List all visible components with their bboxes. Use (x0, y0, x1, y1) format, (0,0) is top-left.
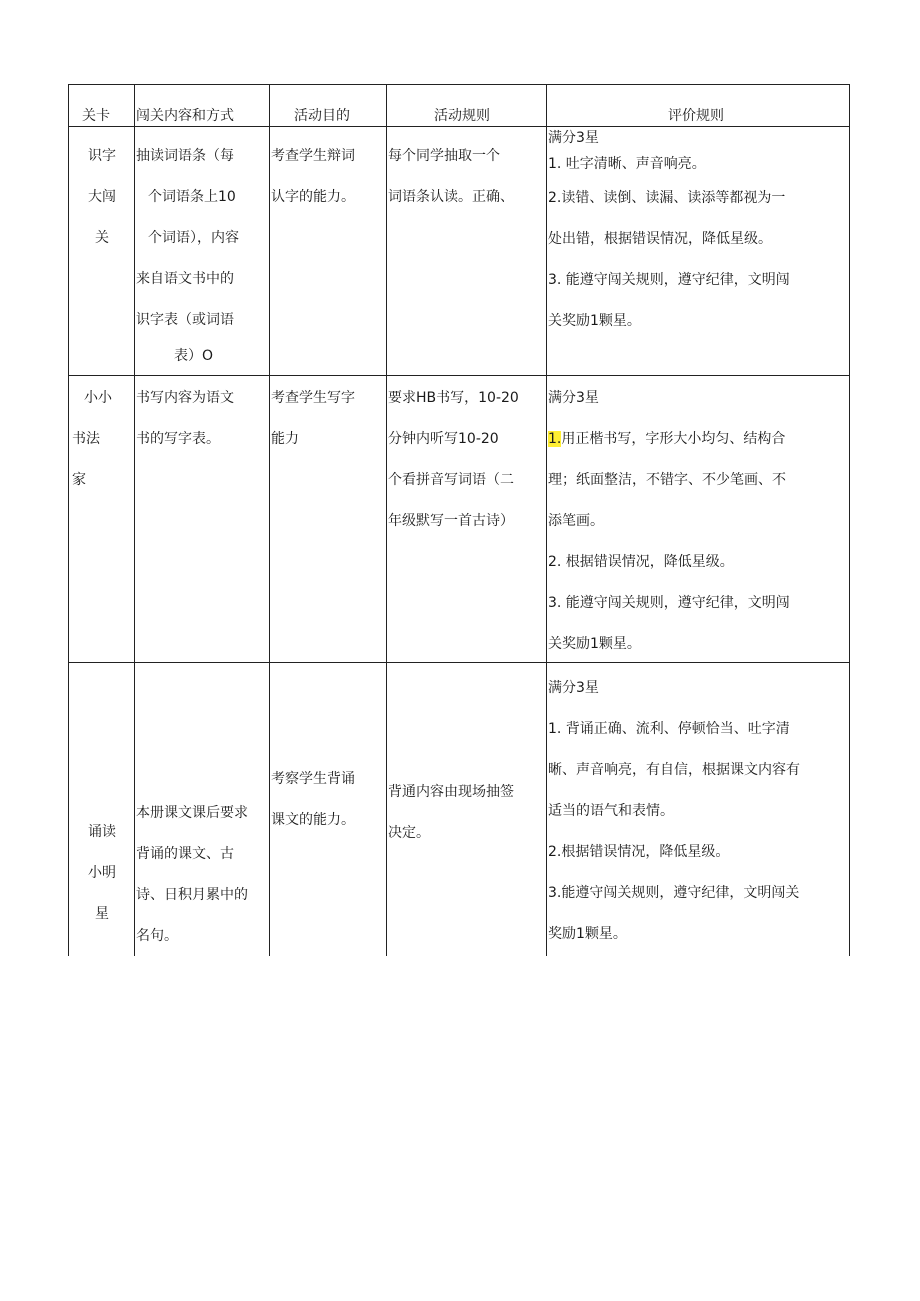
row3-stage-line: 诵读 (88, 824, 116, 840)
row3-content-line: 诗、日积月累中的 (136, 887, 248, 903)
row3-rules (388, 772, 514, 854)
row2-eval-line: 添笔画。 (548, 513, 604, 529)
row1-stage-line: 大闯 (88, 189, 116, 205)
header-content: 闯关内容和方式 (136, 108, 234, 124)
row2-content (136, 378, 234, 460)
row2-eval-line: 满分3星 (548, 390, 599, 406)
row2-stage-line: 家 (72, 472, 86, 488)
col-line-5 (849, 84, 850, 956)
row3-stage-line: 星 (95, 906, 109, 922)
header-purpose: 活动目的 (294, 108, 350, 124)
col-line-0 (68, 84, 69, 956)
table-border-top (68, 84, 850, 85)
evaluation-table (68, 84, 850, 956)
row2-stage-line: 小小 (84, 390, 112, 406)
row1-eval-line: 处出错，根据错误情况，降低星级。 (548, 231, 772, 247)
row1-eval-line: 2.读错、读倒、读漏、读添等都视为一 (548, 190, 786, 206)
row2-eval-line: 关奖励1颗星。 (548, 636, 641, 652)
row2-purpose-line: 能力 (271, 431, 299, 447)
row-divider-1 (68, 375, 850, 376)
row2-eval-line: 3. 能遵守闯关规则，遵守纪律，文明闯 (548, 595, 790, 611)
row2-evaluation (548, 378, 790, 665)
row3-content-line: 本册课文课后要求 (136, 805, 248, 821)
row3-eval-line: 奖励1颗星。 (548, 926, 627, 942)
row3-evaluation (548, 668, 800, 955)
row3-eval-line: 适当的语气和表情。 (548, 803, 674, 819)
row1-content-line: 个词语条上10 (148, 189, 236, 205)
row1-content-line: 抽读词语条（每 (136, 148, 234, 164)
row2-stage-line: 书法 (72, 431, 100, 447)
row3-content-line: 名句。 (136, 928, 178, 944)
row3-eval-line: 1. 背诵正确、流利、停顿恰当、吐字清 (548, 721, 790, 737)
highlight-mark: 1. (548, 431, 562, 447)
row1-content-line: 表）O (174, 348, 214, 364)
row2-purpose (271, 378, 355, 460)
row2-eval-text: 用正楷书写，字形大小均匀、结构合 (561, 431, 786, 447)
row2-eval-line: 2. 根据错误情况，降低星级。 (548, 554, 734, 570)
row2-rules-line: 个看拼音写词语（二 (388, 472, 514, 488)
row1-rules (388, 136, 514, 218)
row1-eval-line: 关奖励1颗星。 (548, 313, 641, 329)
row3-purpose-line: 考察学生背诵 (271, 771, 355, 787)
row1-stage-line: 关 (95, 230, 109, 246)
row3-stage (74, 812, 130, 935)
row3-purpose (271, 759, 355, 841)
row1-evaluation (548, 126, 790, 342)
row2-content-line: 书写内容为语文 (136, 390, 234, 406)
row3-eval-line: 晰、声音响亮，有自信，根据课文内容有 (548, 762, 800, 778)
row1-eval-line: 3. 能遵守闯关规则，遵守纪律，文明闯 (548, 272, 790, 288)
row1-stage-line: 识字 (88, 148, 116, 164)
row2-content-line: 书的写字表。 (136, 431, 220, 447)
row2-purpose-line: 考查学生写字 (271, 390, 355, 406)
row1-purpose-line: 认字的能力。 (271, 189, 355, 205)
row1-rules-line: 每个同学抽取一个 (388, 148, 500, 164)
row3-stage-line: 小明 (88, 865, 116, 881)
row2-eval-line (548, 419, 790, 460)
row3-eval-line: 3.能遵守闯关规则，遵守纪律，文明闯关 (548, 885, 800, 901)
col-line-3 (386, 84, 387, 956)
row3-eval-line: 满分3星 (548, 680, 599, 696)
row3-purpose-line: 课文的能力。 (271, 812, 355, 828)
row1-eval-line: 1. 吐字清晰、声音响亮。 (548, 156, 706, 172)
header-rules: 活动规则 (434, 108, 490, 124)
row2-rules-line: 分钟内听写10-20 (388, 431, 499, 447)
row3-rules-line: 决定。 (388, 825, 430, 841)
row1-content (136, 136, 239, 371)
row3-content-line: 背诵的课文、古 (136, 846, 234, 862)
row1-content-line: 来自语文书中的 (136, 271, 234, 287)
header-stage: 关卡 (82, 108, 110, 124)
row3-rules-line: 背通内容由现场抽签 (388, 784, 514, 800)
row1-purpose (271, 136, 355, 218)
row1-purpose-line: 考查学生辩词 (271, 148, 355, 164)
row2-stage (70, 378, 112, 501)
row2-rules (388, 378, 519, 542)
row3-eval-line: 2.根据错误情况，降低星级。 (548, 844, 730, 860)
col-line-2 (269, 84, 270, 956)
row2-rules-line: 年级默写一首古诗） (388, 513, 514, 529)
row1-eval-line: 满分3星 (548, 130, 599, 146)
row3-content (136, 793, 248, 957)
row1-rules-line: 词语条认读。正确、 (388, 189, 514, 205)
row1-content-line: 识字表（或词语 (136, 312, 234, 328)
row1-content-line: 个词语），内容 (148, 230, 239, 246)
row1-stage (74, 136, 130, 259)
col-line-4 (546, 84, 547, 956)
row2-rules-line: 要求HB书写，10-20 (388, 390, 519, 406)
row2-eval-line: 理；纸面整洁，不错字、不少笔画、不 (548, 472, 786, 488)
header-evaluation: 评价规则 (668, 108, 724, 124)
col-line-1 (134, 84, 135, 956)
